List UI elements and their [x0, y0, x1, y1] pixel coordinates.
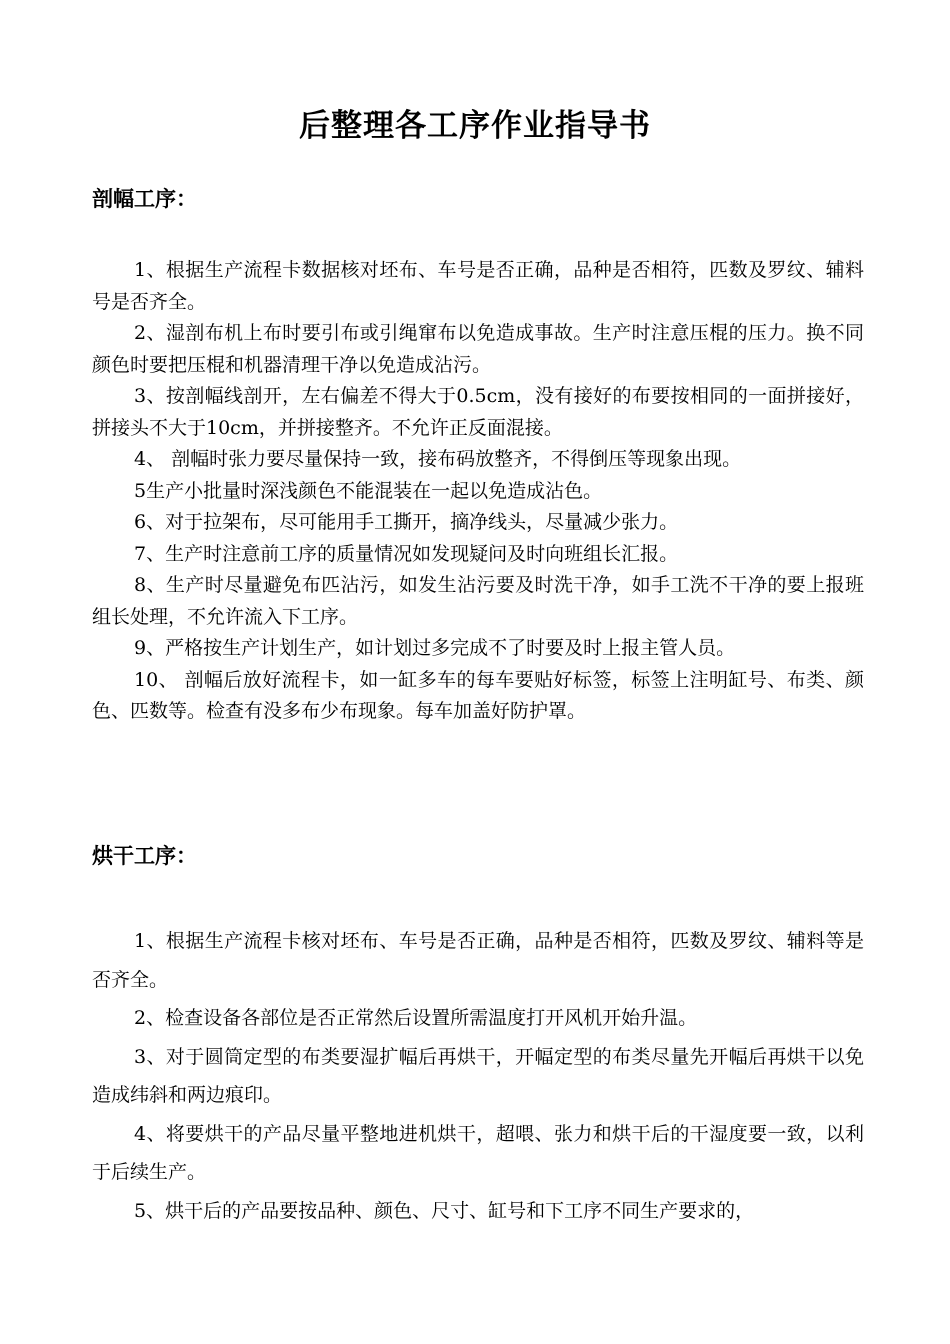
list-item: 2、检查设备各部位是否正常然后设置所需温度打开风机开始升温。 [134, 1007, 698, 1029]
list-item: 6、对于拉架布，尽可能用手工撕开，摘净线头，尽量减少张力。 [134, 511, 679, 533]
section-heading-slitting: 剖幅工序： [92, 186, 197, 211]
list-item: 3、对于圆筒定型的布类要湿扩幅后再烘干，开幅定型的布类尽量先开幅后再烘干以免造成纬斜和两边痕印。 [92, 1045, 864, 1106]
list-item: 1、根据生产流程卡数据核对坯布、车号是否正确，品种是否相符，匹数及罗纹、辅料号是否齐全。 [92, 259, 864, 313]
list-item: 2、湿剖布机上布时要引布或引绳窜布以免造成事故。生产时注意压棍的压力。换不同颜色时要把压棍和机器清理干净以免造成沾污。 [92, 322, 864, 376]
list-item: 5、烘干后的产品要按品种、颜色、尺寸、缸号和下工序不同生产要求的， [134, 1199, 755, 1222]
section-body-drying [92, 922, 864, 1230]
list-item: 10、 剖幅后放好流程卡，如一缸多车的每车要贴好标签，标签上注明缸号、布类、颜色、匹数等。检查有没多布少布现象。每车加盖好防护罩。 [92, 668, 864, 722]
section-body-slitting [92, 255, 864, 728]
list-item: 1、根据生产流程卡核对坯布、车号是否正确，品种是否相符，匹数及罗纹、辅料等是否齐全。 [92, 930, 864, 991]
document-title: 后整理各工序作业指导书 [299, 108, 651, 144]
section-heading-drying: 烘干工序： [92, 843, 197, 868]
list-item: 5生产小批量时深浅颜色不能混装在一起以免造成沾色。 [134, 479, 603, 502]
list-item: 4、 剖幅时张力要尽量保持一致，接布码放整齐，不得倒压等现象出现。 [134, 448, 742, 470]
list-item: 9、严格按生产计划生产，如计划过多完成不了时要及时上报主管人员。 [134, 637, 736, 659]
list-item: 8、生产时尽量避免布匹沾污，如发生沾污要及时洗干净，如手工洗不干净的要上报班组长处理，不允许流入下工序。 [92, 574, 864, 628]
list-item: 3、按剖幅线剖开，左右偏差不得大于0.5cm，没有接好的布要按相同的一面拼接好，拼接头不大于10cm，并拼接整齐。不允许正反面混接。 [92, 385, 864, 439]
list-item: 7、生产时注意前工序的质量情况如发现疑问及时向班组长汇报。 [134, 542, 679, 565]
list-item: 4、将要烘干的产品尽量平整地进机烘干，超喂、张力和烘干后的干湿度要一致，以利于后续生产。 [92, 1122, 864, 1183]
